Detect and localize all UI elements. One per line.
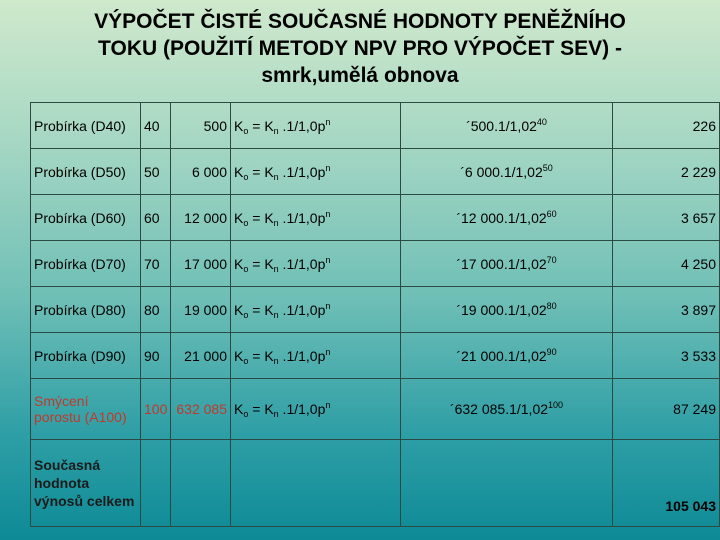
calc-base: ´19 000.1/1,02 bbox=[456, 301, 547, 318]
row-value: 3 657 bbox=[613, 195, 720, 241]
table-row bbox=[31, 103, 720, 149]
formula-eq: = K bbox=[248, 347, 274, 364]
row-name: Probírka (D60) bbox=[31, 195, 141, 241]
npv-table bbox=[30, 102, 720, 527]
row-age: 70 bbox=[141, 241, 171, 287]
row-formula bbox=[231, 241, 401, 287]
formula-k: K bbox=[234, 255, 244, 272]
row-value: 2 229 bbox=[613, 149, 720, 195]
row-volume: 500 bbox=[171, 103, 231, 149]
row-name: Probírka (D90) bbox=[31, 333, 141, 379]
formula-sub-o: o bbox=[243, 409, 249, 419]
formula-rest: .1/1,0p bbox=[278, 401, 326, 417]
formula-sub-n: n bbox=[273, 125, 279, 136]
calc-exponent: 70 bbox=[546, 254, 557, 265]
row-age: 90 bbox=[141, 333, 171, 379]
table-row bbox=[31, 149, 720, 195]
calc-exponent: 90 bbox=[546, 346, 557, 357]
total-label: Současná hodnota výnosů celkem bbox=[31, 440, 141, 527]
formula-exp: n bbox=[325, 208, 331, 219]
formula-sub-n: n bbox=[273, 409, 279, 419]
row-name: Probírka (D70) bbox=[31, 241, 141, 287]
row-calculation bbox=[401, 103, 613, 149]
calc-exponent: 80 bbox=[546, 300, 557, 311]
table-row bbox=[31, 241, 720, 287]
formula-exp: n bbox=[325, 346, 331, 357]
table-row bbox=[31, 379, 720, 440]
total-empty-calc bbox=[401, 440, 613, 527]
formula-sub-n: n bbox=[273, 263, 279, 274]
row-name: Smýcení porostu (A100) bbox=[31, 379, 141, 440]
row-name: Probírka (D50) bbox=[31, 149, 141, 195]
row-age: 50 bbox=[141, 149, 171, 195]
total-value: 105 043 bbox=[613, 440, 720, 527]
row-formula bbox=[231, 103, 401, 149]
formula-rest: .1/1,0p bbox=[278, 347, 326, 364]
row-age: 60 bbox=[141, 195, 171, 241]
row-age: 100 bbox=[141, 379, 171, 440]
formula-eq: = K bbox=[248, 255, 274, 272]
calc-exponent: 60 bbox=[546, 208, 557, 219]
row-value: 3 533 bbox=[613, 333, 720, 379]
row-calculation bbox=[401, 287, 613, 333]
formula-rest: .1/1,0p bbox=[278, 117, 326, 134]
title-line-2: TOKU (POUŽITÍ METODY NPV PRO VÝPOČET SEV) - bbox=[98, 37, 622, 60]
formula-sub-o: o bbox=[243, 355, 249, 366]
formula-k: K bbox=[234, 347, 244, 364]
row-volume: 19 000 bbox=[171, 287, 231, 333]
row-volume: 12 000 bbox=[171, 195, 231, 241]
total-empty-volume bbox=[171, 440, 231, 527]
title-line-1: VÝPOČET ČISTÉ SOUČASNÉ HODNOTY PENĚŽNÍHO bbox=[94, 10, 626, 33]
row-formula bbox=[231, 287, 401, 333]
row-formula bbox=[231, 149, 401, 195]
formula-sub-n: n bbox=[273, 355, 279, 366]
formula-sub-o: o bbox=[243, 125, 249, 136]
row-calculation bbox=[401, 149, 613, 195]
formula-sub-n: n bbox=[273, 217, 279, 228]
formula-sub-o: o bbox=[243, 171, 249, 182]
row-age: 40 bbox=[141, 103, 171, 149]
formula-sub-n: n bbox=[273, 309, 279, 320]
calc-base: ´17 000.1/1,02 bbox=[456, 255, 547, 272]
row-formula bbox=[231, 195, 401, 241]
formula-k: K bbox=[234, 209, 244, 226]
formula-exp: n bbox=[325, 162, 331, 173]
row-calculation bbox=[401, 379, 613, 440]
total-empty-age bbox=[141, 440, 171, 527]
formula-eq: = K bbox=[248, 401, 274, 417]
calc-base: ´12 000.1/1,02 bbox=[456, 209, 547, 226]
table-row bbox=[31, 333, 720, 379]
row-volume: 632 085 bbox=[171, 379, 231, 440]
total-empty-formula bbox=[231, 440, 401, 527]
formula-sub-o: o bbox=[243, 309, 249, 320]
formula-k: K bbox=[234, 163, 244, 180]
row-name: Probírka (D40) bbox=[31, 103, 141, 149]
row-volume: 6 000 bbox=[171, 149, 231, 195]
formula-exp: n bbox=[325, 400, 331, 410]
formula-eq: = K bbox=[248, 209, 274, 226]
title-line-3: smrk,umělá obnova bbox=[261, 64, 459, 87]
formula-sub-o: o bbox=[243, 217, 249, 228]
calc-base: ´632 085.1/1,02 bbox=[449, 401, 549, 417]
formula-exp: n bbox=[325, 116, 331, 127]
formula-k: K bbox=[234, 301, 244, 318]
table-row bbox=[31, 195, 720, 241]
formula-rest: .1/1,0p bbox=[278, 163, 326, 180]
formula-exp: n bbox=[325, 300, 331, 311]
row-volume: 17 000 bbox=[171, 241, 231, 287]
slide-title bbox=[0, 8, 720, 89]
calc-base: ´6 000.1/1,02 bbox=[460, 163, 543, 180]
row-name: Probírka (D80) bbox=[31, 287, 141, 333]
calc-exponent: 40 bbox=[536, 116, 547, 127]
row-formula bbox=[231, 379, 401, 440]
calc-base: ´21 000.1/1,02 bbox=[456, 347, 547, 364]
row-calculation bbox=[401, 333, 613, 379]
formula-eq: = K bbox=[248, 163, 274, 180]
calc-base: ´500.1/1,02 bbox=[466, 117, 537, 134]
total-row bbox=[31, 440, 720, 527]
row-calculation bbox=[401, 195, 613, 241]
row-formula bbox=[231, 333, 401, 379]
formula-rest: .1/1,0p bbox=[278, 209, 326, 226]
formula-exp: n bbox=[325, 254, 331, 265]
formula-k: K bbox=[234, 401, 244, 417]
row-calculation bbox=[401, 241, 613, 287]
calc-exponent: 100 bbox=[548, 400, 564, 410]
row-value: 226 bbox=[613, 103, 720, 149]
formula-k: K bbox=[234, 117, 244, 134]
formula-rest: .1/1,0p bbox=[278, 301, 326, 318]
table-row bbox=[31, 287, 720, 333]
calc-exponent: 50 bbox=[542, 162, 553, 173]
formula-sub-o: o bbox=[243, 263, 249, 274]
row-volume: 21 000 bbox=[171, 333, 231, 379]
formula-eq: = K bbox=[248, 301, 274, 318]
formula-sub-n: n bbox=[273, 171, 279, 182]
formula-rest: .1/1,0p bbox=[278, 255, 326, 272]
row-age: 80 bbox=[141, 287, 171, 333]
row-value: 4 250 bbox=[613, 241, 720, 287]
npv-table-body bbox=[31, 103, 720, 527]
row-value: 3 897 bbox=[613, 287, 720, 333]
row-value: 87 249 bbox=[613, 379, 720, 440]
formula-eq: = K bbox=[248, 117, 274, 134]
